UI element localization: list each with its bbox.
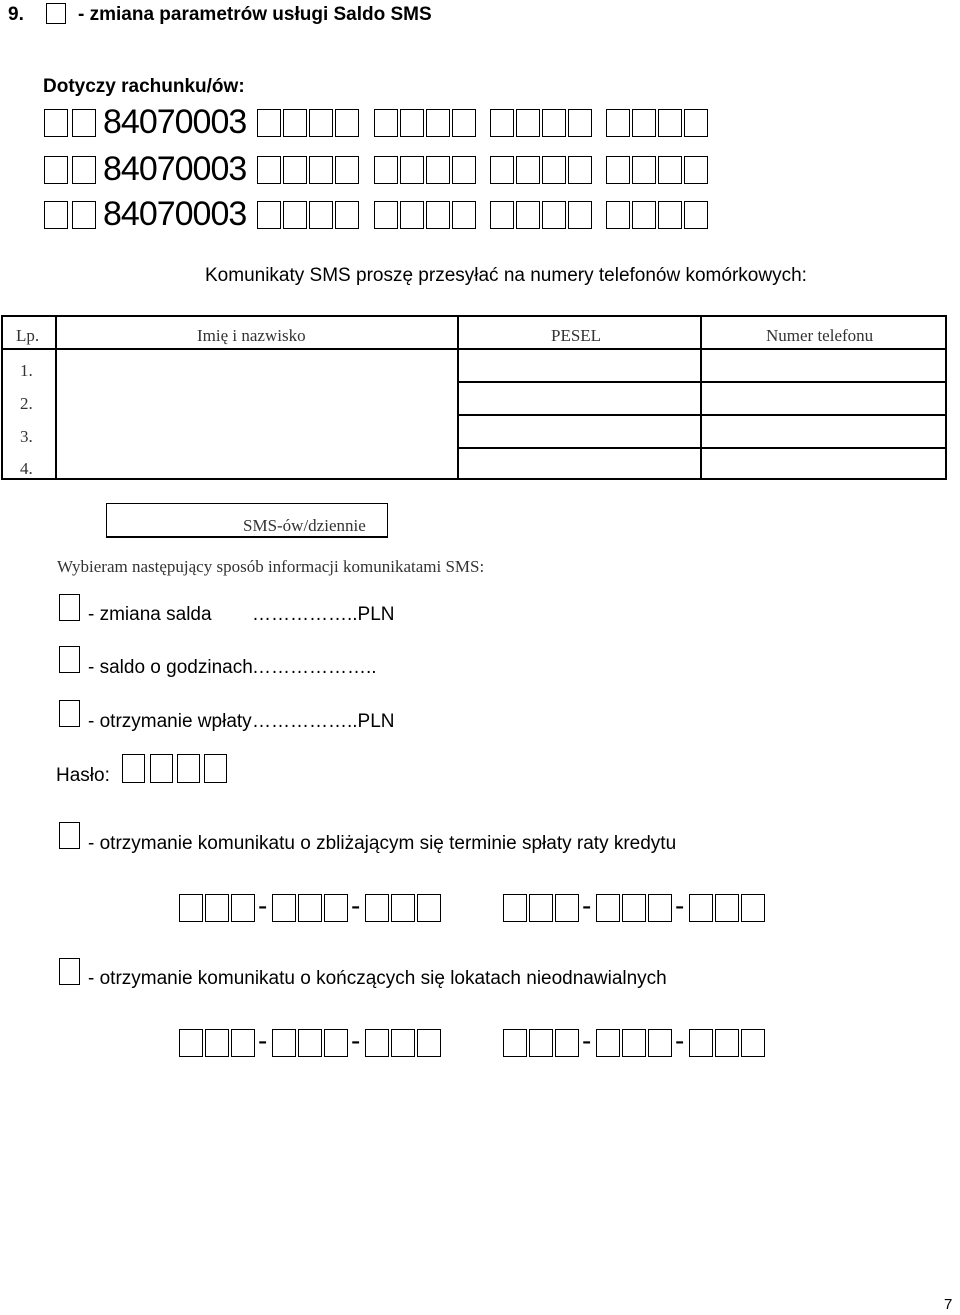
table-row-number: 4. [20,459,33,478]
phone-cell[interactable] [702,350,945,478]
deposit-phone-digit-box[interactable] [391,1029,415,1057]
deposit-phone-digit-box[interactable] [272,1029,296,1057]
account-digit-box[interactable] [309,156,333,184]
account-check-digit-box[interactable] [44,201,68,229]
deposit-phone-digit-box[interactable] [231,1029,255,1057]
deposit-phone-digit-box[interactable] [205,1029,229,1057]
account-digit-box[interactable] [490,109,514,137]
option-checkbox-deposit-ending[interactable] [59,958,80,985]
account-digit-box[interactable] [374,201,398,229]
account-bank-code: 84070003 [103,195,247,233]
phone-dash: - [351,890,361,921]
account-digit-box[interactable] [257,156,281,184]
loan-phone-digit-box[interactable] [272,894,296,922]
password-label: Hasło: [56,765,110,786]
account-digit-box[interactable] [400,156,424,184]
deposit-phone-digit-box[interactable] [324,1029,348,1057]
phone-dash: - [582,1025,592,1056]
phone-dash: - [258,1025,268,1056]
table-header-phone: Numer telefonu [766,326,874,345]
loan-phone-digit-box[interactable] [391,894,415,922]
phone-dash: - [675,1025,685,1056]
account-digit-box[interactable] [658,201,682,229]
account-check-digit-box[interactable] [44,156,68,184]
account-digit-box[interactable] [606,156,630,184]
loan-phone-digit-box[interactable] [648,894,672,922]
account-digit-box[interactable] [452,156,476,184]
account-digit-box[interactable] [309,201,333,229]
account-digit-box[interactable] [452,201,476,229]
table-header-pesel: PESEL [551,326,602,345]
account-digit-box[interactable] [257,109,281,137]
account-digit-box[interactable] [516,109,540,137]
account-digit-box[interactable] [632,156,656,184]
deposit-phone-digit-box[interactable] [417,1029,441,1057]
option-label: - zmiana salda [88,604,212,625]
loan-phone-digit-box[interactable] [596,894,620,922]
phones-intro: Komunikaty SMS proszę przesyłać na numery telefonów komórkowych: [205,265,807,286]
account-digit-box[interactable] [568,156,592,184]
account-digit-box[interactable] [335,109,359,137]
account-digit-box[interactable] [374,109,398,137]
account-digit-box[interactable] [516,201,540,229]
option-amount-field[interactable]: ……………..PLN [252,604,395,625]
account-digit-box[interactable] [658,109,682,137]
deposit-phone-digit-box[interactable] [715,1029,739,1057]
option-amount-field[interactable]: ……………..PLN [252,711,395,732]
option-checkbox-incoming-payment[interactable] [59,700,80,727]
password-digit-box[interactable] [122,754,145,783]
option-label: - otrzymanie komunikatu o kończących się lokatach nieodnawialnych [88,968,667,989]
pesel-cell[interactable] [459,350,700,478]
account-digit-box[interactable] [309,109,333,137]
option-checkbox-balance-hours[interactable] [59,646,80,673]
account-digit-box[interactable] [632,109,656,137]
phone-dash: - [258,890,268,921]
deposit-phone-digit-box[interactable] [622,1029,646,1057]
table-header-name: Imię i nazwisko [197,326,306,345]
account-check-digit-box[interactable] [72,156,96,184]
account-digit-box[interactable] [568,109,592,137]
phone-dash: - [675,890,685,921]
option-label: - otrzymanie wpłaty [88,711,252,732]
account-digit-box[interactable] [684,156,708,184]
account-digit-box[interactable] [490,201,514,229]
sms-per-day-label: SMS-ów/dziennie [243,516,366,535]
phone-dash: - [582,890,592,921]
account-digit-box[interactable] [283,156,307,184]
loan-phone-digit-box[interactable] [689,894,713,922]
account-digit-box[interactable] [335,156,359,184]
loan-phone-digit-box[interactable] [205,894,229,922]
choice-intro: Wybieram następujący sposób informacji komunikatami SMS: [57,557,485,576]
loan-phone-digit-box[interactable] [715,894,739,922]
account-digit-box[interactable] [257,201,281,229]
account-bank-code: 84070003 [103,150,247,188]
account-digit-box[interactable] [542,109,566,137]
account-digit-box[interactable] [426,156,450,184]
section-number: 9. [8,4,24,25]
account-check-digit-box[interactable] [44,109,68,137]
table-header-lp: Lp. [16,326,40,345]
option-hours-field[interactable]: ……………….. [252,657,377,678]
deposit-phone-digit-box[interactable] [298,1029,322,1057]
loan-phone-digit-box[interactable] [503,894,527,922]
loan-phone-digit-box[interactable] [555,894,579,922]
section-title: - zmiana parametrów usługi Saldo SMS [78,4,432,25]
account-digit-box[interactable] [684,201,708,229]
option-label: - otrzymanie komunikatu o zbliżającym się terminie spłaty raty kredytu [88,833,677,854]
account-digit-box[interactable] [400,201,424,229]
account-digit-box[interactable] [374,156,398,184]
loan-phone-digit-box[interactable] [529,894,553,922]
password-digit-box[interactable] [177,754,200,783]
phones-table [1,315,947,480]
deposit-phone-digit-box[interactable] [596,1029,620,1057]
page-number: 7 [944,1296,953,1313]
account-digit-box[interactable] [335,201,359,229]
table-row-number: 1. [20,361,33,380]
account-digit-box[interactable] [283,109,307,137]
account-digit-box[interactable] [452,109,476,137]
password-digit-box[interactable] [150,754,173,783]
loan-phone-digit-box[interactable] [298,894,322,922]
account-digit-box[interactable] [606,201,630,229]
deposit-phone-digit-box[interactable] [503,1029,527,1057]
deposit-phone-digit-box[interactable] [365,1029,389,1057]
account-digit-box[interactable] [632,201,656,229]
name-cell[interactable] [57,350,457,478]
loan-phone-digit-box[interactable] [417,894,441,922]
account-digit-box[interactable] [542,156,566,184]
account-digit-box[interactable] [426,109,450,137]
deposit-phone-digit-box[interactable] [648,1029,672,1057]
password-digit-box[interactable] [204,754,227,783]
phone-dash: - [351,1025,361,1056]
deposit-phone-digit-box[interactable] [741,1029,765,1057]
account-digit-box[interactable] [684,109,708,137]
sms-per-day-underline [106,536,388,538]
option-checkbox-loan-installment[interactable] [59,822,80,849]
option-label: - saldo o godzinach [88,657,253,678]
deposit-phone-digit-box[interactable] [179,1029,203,1057]
option-checkbox-balance-change[interactable] [59,594,80,621]
account-digit-box[interactable] [542,201,566,229]
account-digit-box[interactable] [490,156,514,184]
loan-phone-digit-box[interactable] [231,894,255,922]
loan-phone-digit-box[interactable] [741,894,765,922]
loan-phone-digit-box[interactable] [365,894,389,922]
account-check-digit-box[interactable] [72,201,96,229]
account-check-digit-box[interactable] [72,109,96,137]
deposit-phone-digit-box[interactable] [689,1029,713,1057]
account-digit-box[interactable] [606,109,630,137]
deposit-phone-digit-box[interactable] [555,1029,579,1057]
account-label: Dotyczy rachunku/ów: [43,76,245,97]
table-row-number: 2. [20,394,33,413]
table-row-number: 3. [20,427,33,446]
loan-phone-digit-box[interactable] [622,894,646,922]
account-digit-box[interactable] [400,109,424,137]
account-bank-code: 84070003 [103,103,247,141]
deposit-phone-digit-box[interactable] [529,1029,553,1057]
account-digit-box[interactable] [426,201,450,229]
account-digit-box[interactable] [283,201,307,229]
loan-phone-digit-box[interactable] [179,894,203,922]
account-digit-box[interactable] [516,156,540,184]
account-digit-box[interactable] [568,201,592,229]
loan-phone-digit-box[interactable] [324,894,348,922]
section-checkbox[interactable] [46,3,66,24]
account-digit-box[interactable] [658,156,682,184]
